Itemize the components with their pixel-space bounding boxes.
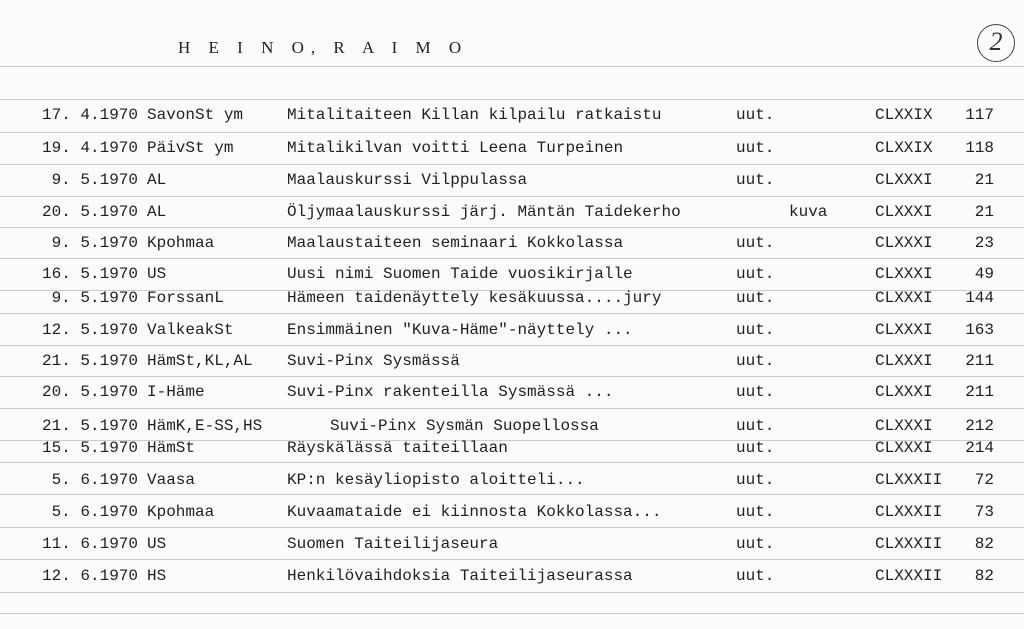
entry-title: Kuvaamataide ei kiinnosta Kokkolassa...: [287, 503, 662, 521]
entry-type: uut.: [736, 171, 775, 189]
entry-date: 5. 6.1970: [51, 503, 138, 521]
entry-source: HämSt,KL,AL: [147, 352, 253, 370]
entry-page: 73: [974, 503, 994, 521]
list-item: [0, 380, 1024, 404]
entry-page: 49: [974, 265, 994, 283]
ruled-line: [0, 462, 1024, 463]
entry-volume: CLXXXI: [875, 417, 933, 435]
ruled-line: [0, 99, 1024, 100]
ruled-line: [0, 376, 1024, 377]
entry-date: 9. 5.1970: [51, 234, 138, 252]
entry-title: Öljymaalauskurssi järj. Mäntän Taidekerho: [287, 203, 681, 221]
ruled-line: [0, 196, 1024, 197]
entry-date: 11. 6.1970: [41, 535, 138, 553]
entry-source: HämK,E-SS,HS: [147, 417, 263, 435]
entry-title: Mitalikilvan voitti Leena Turpeinen: [287, 139, 624, 157]
entry-source: AL: [147, 171, 167, 189]
entry-title: Suvi-Pinx Sysmässä: [287, 352, 460, 370]
entry-page: 212: [965, 417, 994, 435]
entry-date: 16. 5.1970: [41, 265, 138, 283]
entry-title: Ensimmäinen "Kuva-Häme"-näyttely ...: [287, 321, 633, 339]
entry-date: 12. 6.1970: [41, 567, 138, 585]
entry-page: 118: [965, 139, 994, 157]
entry-volume: CLXXIX: [875, 139, 933, 157]
entry-source: ValkeakSt: [147, 321, 234, 339]
entry-type: uut.: [736, 352, 775, 370]
card-heading: H E I N O, R A I M O: [178, 38, 469, 57]
entry-source: Vaasa: [147, 471, 196, 489]
list-item: [0, 436, 1024, 460]
list-item: [0, 200, 1024, 224]
entry-title: Henkilövaihdoksia Taiteilijaseurassa: [287, 567, 633, 585]
entry-page: 23: [974, 234, 994, 252]
entry-title: Maalaustaiteen seminaari Kokkolassa: [287, 234, 624, 252]
list-item: [0, 532, 1024, 556]
ruled-line: [0, 613, 1024, 614]
entry-title: Suvi-Pinx rakenteilla Sysmässä ...: [287, 383, 614, 401]
entry-type: uut.: [736, 321, 775, 339]
entry-page: 163: [965, 321, 994, 339]
entry-title: Maalauskurssi Vilppulassa: [287, 171, 528, 189]
entry-volume: CLXXXII: [875, 535, 943, 553]
entry-title: Hämeen taidenäyttely kesäkuussa....jury: [287, 289, 662, 307]
entry-source: ForssanL: [147, 289, 224, 307]
ruled-line: [0, 592, 1024, 593]
entry-page: 211: [965, 383, 994, 401]
ruled-line: [0, 258, 1024, 259]
entry-page: 21: [974, 171, 994, 189]
entry-source: AL: [147, 203, 167, 221]
list-item: [0, 286, 1024, 310]
entry-date: 20. 5.1970: [41, 203, 138, 221]
entry-page: 21: [974, 203, 994, 221]
entry-source: Kpohmaa: [147, 234, 215, 252]
ruled-line: [0, 527, 1024, 528]
entry-page: 117: [965, 106, 994, 124]
entry-volume: CLXXXI: [875, 321, 933, 339]
list-item: [0, 564, 1024, 588]
entry-source: PäivSt ym: [147, 139, 234, 157]
entry-volume: CLXXXII: [875, 471, 943, 489]
list-item: [0, 136, 1024, 160]
entry-title: Suvi-Pinx Sysmän Suopellossa: [330, 417, 599, 435]
ruled-line: [0, 132, 1024, 133]
entry-source: US: [147, 535, 167, 553]
entry-date: 9. 5.1970: [51, 171, 138, 189]
ruled-line: [0, 494, 1024, 495]
entry-type: uut.: [736, 139, 775, 157]
entry-volume: CLXXXI: [875, 203, 933, 221]
page-number-circle: 2: [977, 24, 1015, 62]
ruled-line: [0, 66, 1024, 67]
entry-type: uut.: [736, 265, 775, 283]
entry-volume: CLXXXII: [875, 503, 943, 521]
entry-type: uut.: [736, 289, 775, 307]
list-item: [0, 231, 1024, 255]
entry-date: 20. 5.1970: [41, 383, 138, 401]
entry-volume: CLXXXI: [875, 234, 933, 252]
entry-source: HS: [147, 567, 167, 585]
entry-page: 214: [965, 439, 994, 457]
entry-date: 9. 5.1970: [51, 289, 138, 307]
entry-page: 144: [965, 289, 994, 307]
entry-date: 21. 5.1970: [41, 352, 138, 370]
list-item: [0, 262, 1024, 286]
entry-volume: CLXXXI: [875, 265, 933, 283]
entry-title: Mitalitaiteen Killan kilpailu ratkaistu: [287, 106, 662, 124]
entry-type: uut.: [736, 417, 775, 435]
entry-source: HämSt: [147, 439, 196, 457]
entry-date: 5. 6.1970: [51, 471, 138, 489]
entry-volume: CLXXXI: [875, 289, 933, 307]
entry-date: 19. 4.1970: [41, 139, 138, 157]
entry-volume: CLXXXI: [875, 383, 933, 401]
entry-title: Uusi nimi Suomen Taide vuosikirjalle: [287, 265, 633, 283]
entry-page: 211: [965, 352, 994, 370]
entry-source: SavonSt ym: [147, 106, 244, 124]
entry-type: uut.: [736, 535, 775, 553]
ruled-line: [0, 227, 1024, 228]
entry-date: 21. 5.1970: [41, 417, 138, 435]
entry-page: 72: [974, 471, 994, 489]
ruled-line: [0, 408, 1024, 409]
list-item: [0, 168, 1024, 192]
entry-title: Suomen Taiteilijaseura: [287, 535, 499, 553]
entry-type: uut.: [736, 234, 775, 252]
entry-volume: CLXXXII: [875, 567, 943, 585]
entry-page: 82: [974, 567, 994, 585]
ruled-line: [0, 313, 1024, 314]
ruled-line: [0, 345, 1024, 346]
entry-source: US: [147, 265, 167, 283]
entry-type: uut.: [736, 439, 775, 457]
entry-type: uut.: [736, 567, 775, 585]
list-item: [0, 318, 1024, 342]
entry-volume: CLXXIX: [875, 106, 933, 124]
entry-volume: CLXXXI: [875, 352, 933, 370]
entry-type: uut.: [736, 503, 775, 521]
entry-type: kuva: [789, 203, 828, 221]
list-item: [0, 103, 1024, 127]
ruled-line: [0, 164, 1024, 165]
entry-source: I-Häme: [147, 383, 205, 401]
list-item: [0, 468, 1024, 492]
entry-date: 15. 5.1970: [41, 439, 138, 457]
entry-title: Räyskälässä taiteillaan: [287, 439, 508, 457]
entry-type: uut.: [736, 106, 775, 124]
list-item: [0, 500, 1024, 524]
entry-source: Kpohmaa: [147, 503, 215, 521]
entry-title: KP:n kesäyliopisto aloitteli...: [287, 471, 585, 489]
list-item: [0, 349, 1024, 373]
entry-page: 82: [974, 535, 994, 553]
entry-type: uut.: [736, 471, 775, 489]
entry-volume: CLXXXI: [875, 171, 933, 189]
list-item: [0, 414, 1024, 438]
entry-type: uut.: [736, 383, 775, 401]
entry-date: 17. 4.1970: [41, 106, 138, 124]
entry-volume: CLXXXI: [875, 439, 933, 457]
ruled-line: [0, 559, 1024, 560]
entry-date: 12. 5.1970: [41, 321, 138, 339]
